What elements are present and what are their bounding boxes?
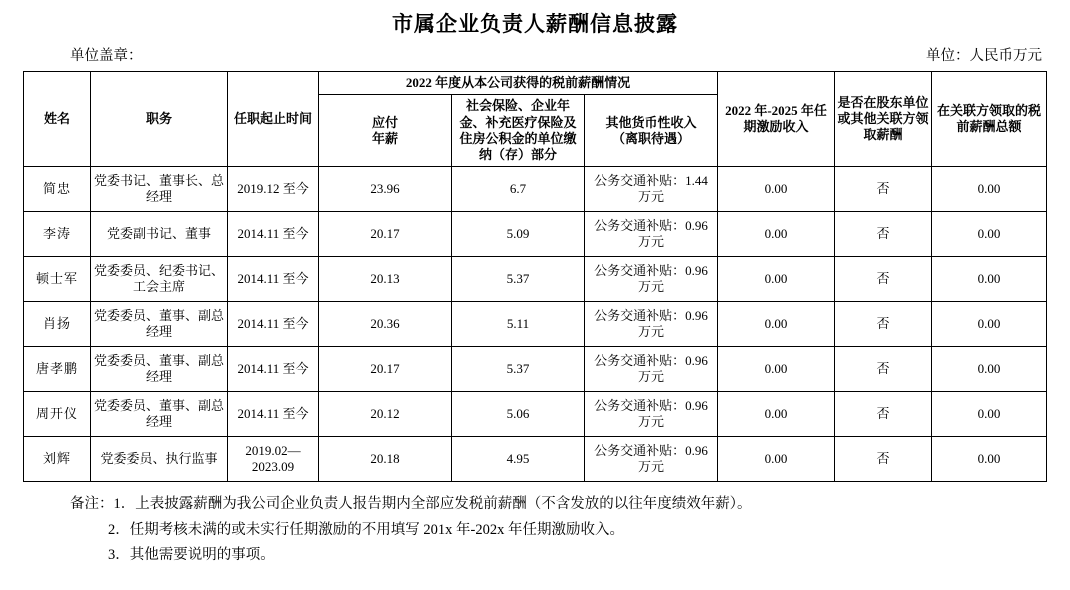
cell-other-income: 公务交通补贴：0.96 万元 — [585, 212, 718, 257]
cell-term: 2014.11 至今 — [228, 302, 319, 347]
column-header-other-income-line2: （离职待遇） — [611, 130, 690, 146]
cell-post: 党委委员、执行监事 — [91, 437, 228, 482]
cell-term: 2014.11 至今 — [228, 392, 319, 437]
cell-incentive: 0.00 — [718, 437, 835, 482]
cell-insurance: 5.09 — [452, 212, 585, 257]
document-page — [0, 8, 1070, 590]
cell-post: 党委委员、董事、副总经理 — [91, 392, 228, 437]
cell-post: 党委副书记、董事 — [91, 212, 228, 257]
table-row — [24, 347, 1047, 392]
cell-pay: 20.36 — [319, 302, 452, 347]
cell-insurance: 5.37 — [452, 347, 585, 392]
note-line-3: 3．其他需要说明的事项。 — [108, 547, 275, 563]
cell-post: 党委委员、纪委书记、工会主席 — [91, 257, 228, 302]
cell-term: 2014.11 至今 — [228, 257, 319, 302]
cell-related-total: 0.00 — [932, 302, 1047, 347]
cell-related-flag: 否 — [835, 167, 932, 212]
cell-other-income: 公务交通补贴：0.96 万元 — [585, 392, 718, 437]
cell-incentive: 0.00 — [718, 167, 835, 212]
cell-post: 党委委员、董事、副总经理 — [91, 302, 228, 347]
salary-table — [23, 71, 1047, 482]
cell-term: 2014.11 至今 — [228, 347, 319, 392]
cell-name: 李涛 — [24, 212, 91, 257]
column-header-post: 职务 — [91, 72, 228, 167]
column-header-term: 任职起止时间 — [228, 72, 319, 167]
cell-related-total: 0.00 — [932, 437, 1047, 482]
cell-related-flag: 否 — [835, 302, 932, 347]
column-header-related-total: 在关联方领取的税前薪酬总额 — [932, 72, 1047, 167]
cell-insurance: 4.95 — [452, 437, 585, 482]
cell-post: 党委书记、董事长、总经理 — [91, 167, 228, 212]
header-row-1 — [24, 72, 1047, 95]
cell-post: 党委委员、董事、副总经理 — [91, 347, 228, 392]
cell-related-flag: 否 — [835, 347, 932, 392]
cell-insurance: 5.37 — [452, 257, 585, 302]
cell-insurance: 6.7 — [452, 167, 585, 212]
cell-name: 唐孝鹏 — [24, 347, 91, 392]
cell-related-total: 0.00 — [932, 392, 1047, 437]
cell-insurance: 5.11 — [452, 302, 585, 347]
cell-other-income: 公务交通补贴：0.96 万元 — [585, 437, 718, 482]
cell-pay: 23.96 — [319, 167, 452, 212]
cell-other-income: 公务交通补贴：1.44 万元 — [585, 167, 718, 212]
column-header-pay — [319, 95, 452, 167]
table-row — [24, 392, 1047, 437]
table-row — [24, 302, 1047, 347]
column-header-group-2022: 2022 年度从本公司获得的税前薪酬情况 — [319, 72, 718, 95]
column-header-other-income — [585, 95, 718, 167]
cell-related-total: 0.00 — [932, 347, 1047, 392]
cell-other-income: 公务交通补贴：0.96 万元 — [585, 347, 718, 392]
table-body — [24, 167, 1047, 482]
column-header-related-flag: 是否在股东单位或其他关联方领取薪酬 — [835, 72, 932, 167]
table-row — [24, 437, 1047, 482]
cell-other-income: 公务交通补贴：0.96 万元 — [585, 302, 718, 347]
cell-related-flag: 否 — [835, 437, 932, 482]
meta-row — [0, 44, 1070, 65]
column-header-pay-line1: 应付 — [371, 114, 398, 130]
note-line-1: 备注：1．上表披露薪酬为我公司企业负责人报告期内全部应发税前薪酬（不含发放的以往年度绩效年薪）。 — [70, 496, 752, 513]
cell-related-flag: 否 — [835, 392, 932, 437]
cell-name: 肖扬 — [24, 302, 91, 347]
cell-pay: 20.13 — [319, 257, 452, 302]
cell-pay: 20.18 — [319, 437, 452, 482]
cell-incentive: 0.00 — [718, 302, 835, 347]
notes-block — [0, 492, 1070, 568]
table-row — [24, 257, 1047, 302]
cell-related-total: 0.00 — [932, 257, 1047, 302]
cell-related-flag: 否 — [835, 212, 932, 257]
column-header-pay-line2: 年薪 — [371, 130, 398, 146]
cell-related-total: 0.00 — [932, 167, 1047, 212]
cell-incentive: 0.00 — [718, 392, 835, 437]
page-title: 市属企业负责人薪酬信息披露 — [392, 12, 678, 36]
column-header-name: 姓名 — [24, 72, 91, 167]
cell-name: 周开仪 — [24, 392, 91, 437]
cell-pay: 20.17 — [319, 347, 452, 392]
note-line-2: 2．任期考核未满的或未实行任期激励的不用填写 201x 年-202x 年任期激励收入。 — [108, 521, 624, 538]
table-row — [24, 167, 1047, 212]
cell-name: 刘辉 — [24, 437, 91, 482]
cell-term: 2019.02—2023.09 — [228, 437, 319, 482]
cell-related-flag: 否 — [835, 257, 932, 302]
cell-term: 2019.12 至今 — [228, 167, 319, 212]
cell-incentive: 0.00 — [718, 347, 835, 392]
cell-incentive: 0.00 — [718, 257, 835, 302]
cell-pay: 20.12 — [319, 392, 452, 437]
cell-name: 简忠 — [24, 167, 91, 212]
cell-insurance: 5.06 — [452, 392, 585, 437]
table-header — [24, 72, 1047, 167]
unit-label: 单位：人民币万元 — [926, 48, 1042, 64]
column-header-insurance: 社会保险、企业年金、补充医疗保险及住房公积金的单位缴纳（存）部分 — [452, 95, 585, 167]
column-header-other-income-line1: 其他货币性收入 — [605, 114, 697, 130]
table-row — [24, 212, 1047, 257]
stamp-label: 单位盖章： — [70, 48, 143, 64]
cell-incentive: 0.00 — [718, 212, 835, 257]
column-header-incentive: 2022 年-2025 年任期激励收入 — [718, 72, 835, 167]
cell-term: 2014.11 至今 — [228, 212, 319, 257]
cell-other-income: 公务交通补贴：0.96 万元 — [585, 257, 718, 302]
cell-pay: 20.17 — [319, 212, 452, 257]
cell-name: 顿士军 — [24, 257, 91, 302]
cell-related-total: 0.00 — [932, 212, 1047, 257]
